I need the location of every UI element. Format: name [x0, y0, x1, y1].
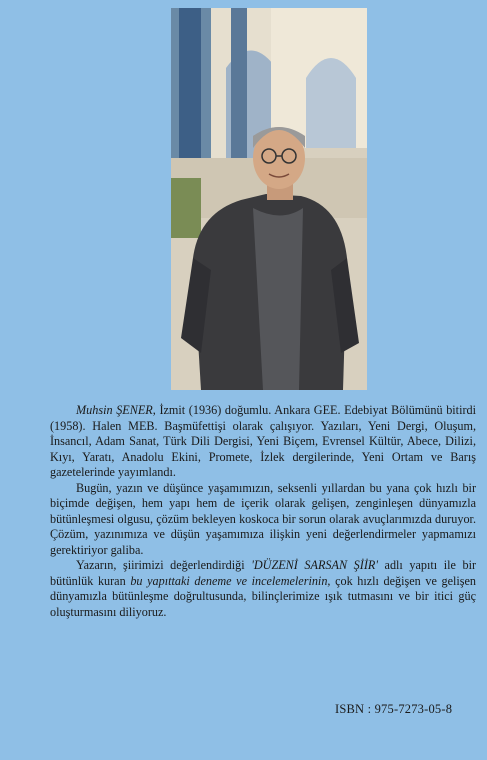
author-photo	[171, 8, 367, 390]
book-title: 'DÜZENİ SARSAN ŞİİR'	[251, 558, 378, 572]
isbn: ISBN : 975-7273-05-8	[335, 702, 453, 716]
paragraph-2: Bugün, yazın ve düşünce yaşamımızın, seksenli yıllardan bu yana çok hızlı bir biçimde değişen, hem yapı hem de içerik olarak gelişen, zenginleşen dünyamızla bütünleşmesi olgusu, çözüm bekleyen koskoca bir sorun olarak avuçlarımızda duruyor. Çözüm, yazınımıza ve düşün yaşamımıza ilişkin yeni değerlendirmeler yapmamızı gerektiriyor galiba.	[50, 480, 476, 557]
author-name: Muhsin ŞENER	[76, 403, 153, 417]
bio-text: , İzmit (1936) doğumlu. Ankara GEE. Edebiyat Bölümünü bitirdi (1958). Halen MEB. Başmüfettişi olarak çalışıyor. Yazıları, Yeni Dergi, Oluşum, İnsancıl, Adam Sanat, Türk Dili Dergisi, Yeni Biçem, Evrensel Kültür, Abece, Dilizi, Kıyı, Yaratı, Anadolu Ekini, Promete, İzlek dergilerinde, Yeni Ortam ve Barış gazetelerinde yayımlandı.	[50, 403, 476, 479]
back-cover-text	[50, 403, 476, 620]
p3-tail: çok hızlı değişen ve gelişen dünyamızla bütünleşme doğrultusunda, bilinçlerimize ışık tutmasını ve bir itici güç oluşturmasını diliyoruz.	[50, 573, 477, 619]
p3-lead: Yazarın, şiirimizi değerlendirdiği	[76, 558, 245, 572]
p3-middle: adlı yapıtı ile bir bütünlük kuran	[50, 558, 477, 588]
book-subtitle: bu yapıttaki deneme ve incelemelerinin,	[130, 573, 331, 588]
author-bio	[50, 403, 476, 481]
paragraph-3	[50, 558, 476, 620]
